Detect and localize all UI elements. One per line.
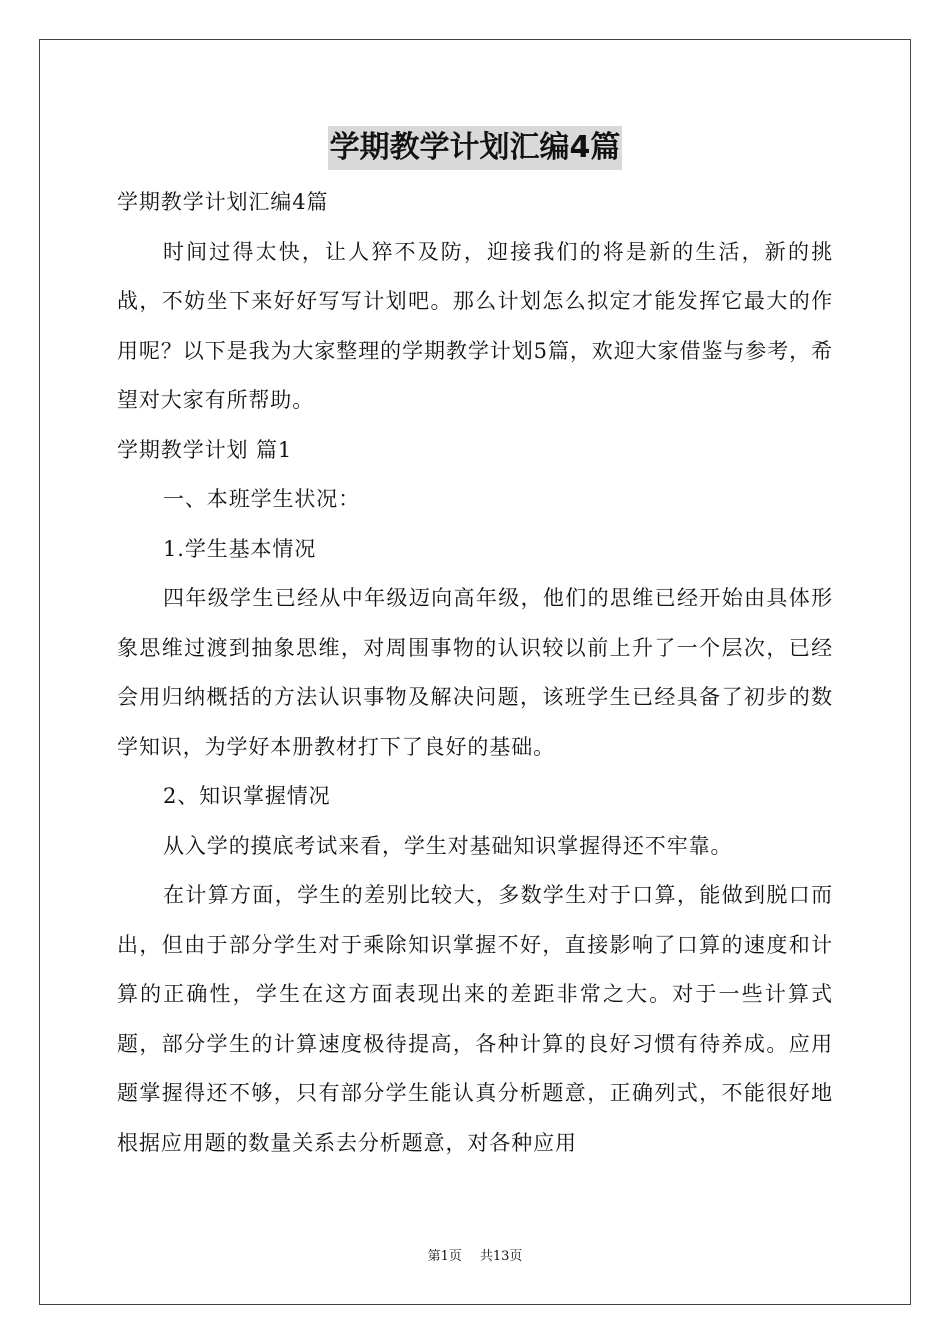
page-total: 共13页 [479,1249,523,1264]
subsection-heading: 一、本班学生状况： [163,487,361,511]
body-paragraph: 从入学的摸底考试来看，学生对基础知识掌握得还不牢靠。 [163,833,733,858]
item-heading: 2、知识掌握情况 [163,784,331,808]
body-paragraph: 四年级学生已经从中年级迈向高年级，他们的思维已经开始由具体形象思维过渡到抽象思维，对周围事物的认识较以前上升了一个层次，已经会用归纳概括的方法认识事物及解决问题，该班学生已经具备了初步的数学知识，为学好本册教材打下了良好的基础。 [117,586,833,759]
page-footer [0,1248,950,1266]
intro-paragraph: 时间过得太快，让人猝不及防，迎接我们的将是新的生活，新的挑战，不妨坐下来好好写写计划吧。那么计划怎么拟定才能发挥它最大的作用呢？以下是我为大家整理的学期教学计划5篇，欢迎大家借鉴与参考，希望对大家有所帮助。 [117,239,833,412]
document-body [117,178,833,1168]
page-number: 第1页 [427,1249,462,1264]
document-title [0,126,950,170]
body-paragraph: 在计算方面，学生的差别比较大，多数学生对于口算，能做到脱口而出，但由于部分学生对于乘除知识掌握不好，直接影响了口算的速度和计算的正确性，学生在这方面表现出来的差距非常之大。对于一些计算式题，部分学生的计算速度极待提高，各种计算的良好习惯有待养成。应用题掌握得还不够，只有部分学生能认真分析题意，正确列式，不能很好地根据应用题的数量关系去分析题意，对各种应用 [117,883,833,1155]
subtitle-line: 学期教学计划汇编4篇 [117,190,329,214]
document-title-text: 学期教学计划汇编4篇 [328,126,623,170]
item-heading: 1.学生基本情况 [163,536,317,561]
section-heading: 学期教学计划 篇1 [117,437,293,462]
